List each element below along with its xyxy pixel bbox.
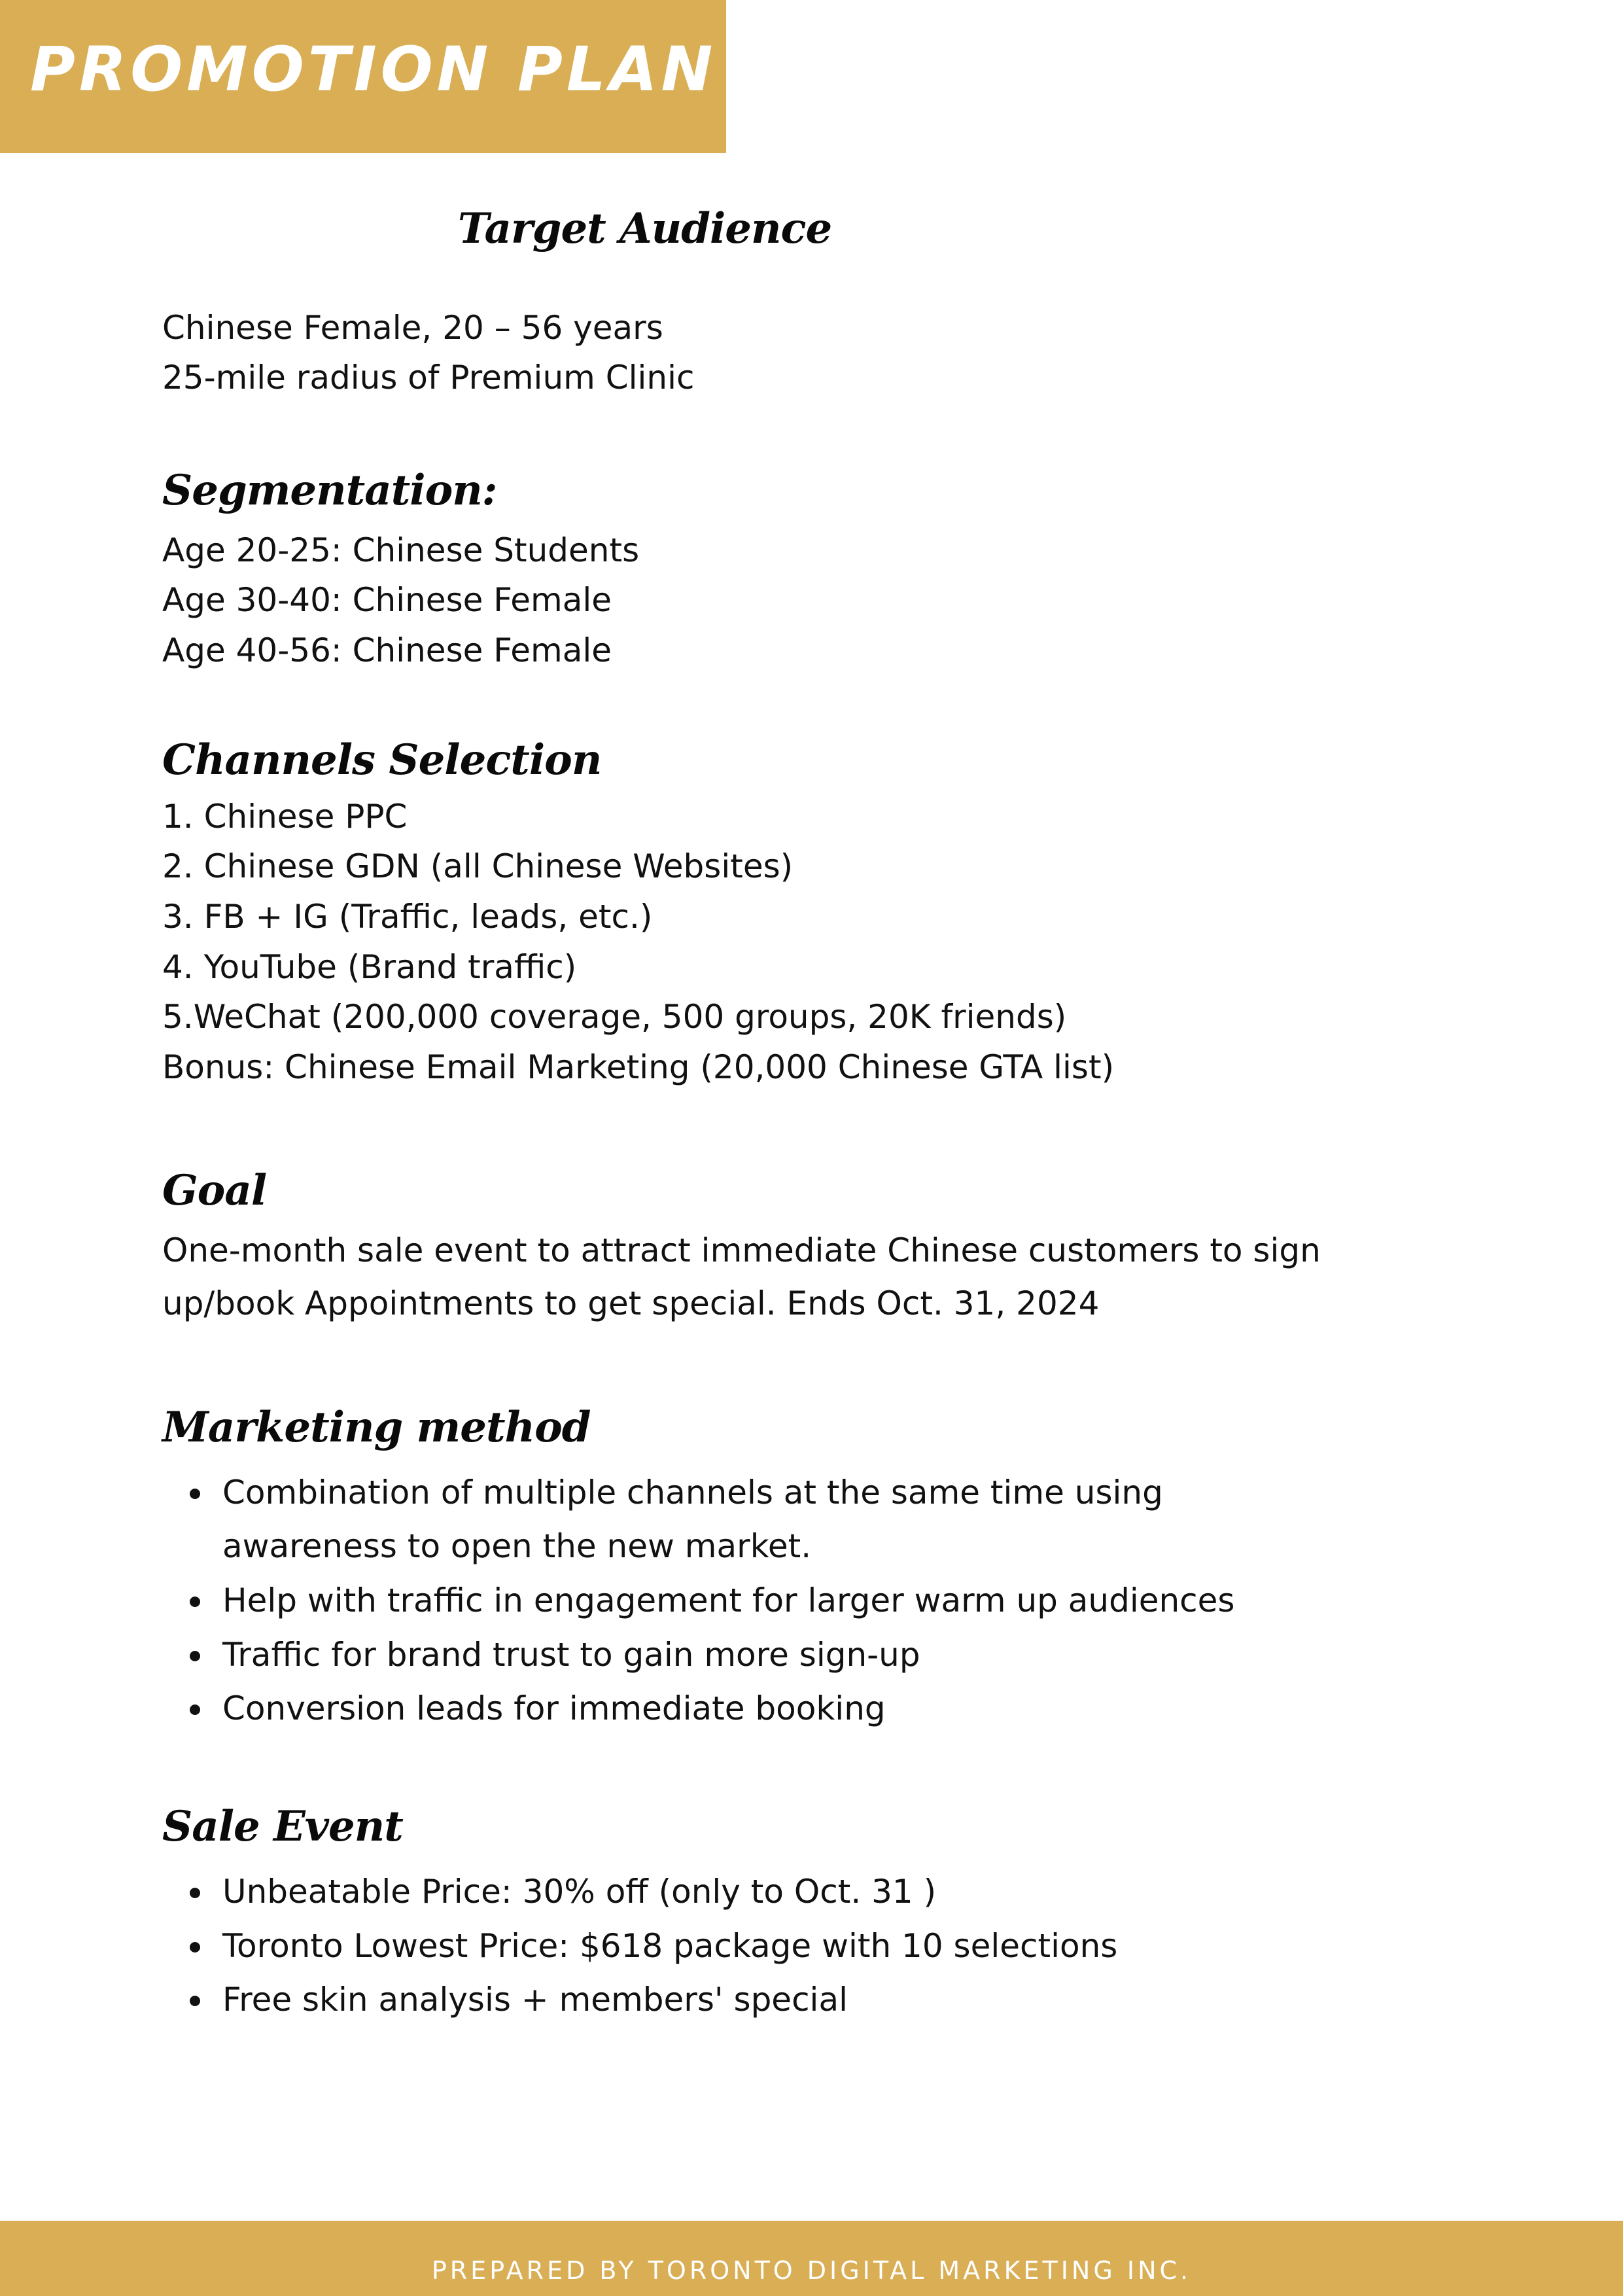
marketing-method-item: Combination of multiple channels at the same time using (222, 1474, 1163, 1511)
bullet-dot (190, 1888, 200, 1898)
sale-event-item: Unbeatable Price: 30% off (only to Oct. 31 ) (222, 1873, 937, 1911)
channel-item: 4. YouTube (Brand traffic) (162, 948, 577, 986)
sale-event-heading: Sale Event (162, 1802, 403, 1851)
bullet-dot (190, 1651, 200, 1661)
bullet-dot (190, 1942, 200, 1952)
target-audience-line: Chinese Female, 20 – 56 years (162, 309, 663, 347)
segmentation-line: Age 40-56: Chinese Female (162, 631, 612, 669)
goal-text-line: One-month sale event to attract immediate Chinese customers to sign (162, 1231, 1321, 1269)
segmentation-heading: Segmentation: (162, 466, 497, 515)
channels-heading: Channels Selection (162, 735, 602, 785)
channel-item: 5.WeChat (200,000 coverage, 500 groups, 20K friends) (162, 998, 1067, 1036)
channel-item: Bonus: Chinese Email Marketing (20,000 Chinese GTA list) (162, 1048, 1115, 1086)
target-audience-heading: Target Audience (458, 204, 832, 253)
goal-heading: Goal (162, 1166, 267, 1215)
marketing-method-item: Traffic for brand trust to gain more sign-up (222, 1636, 920, 1674)
sale-event-item: Toronto Lowest Price: $618 package with 10 selections (222, 1927, 1118, 1965)
bullet-dot (190, 1704, 200, 1715)
segmentation-line: Age 20-25: Chinese Students (162, 531, 640, 569)
marketing-method-heading: Marketing method (162, 1403, 591, 1452)
bullet-dot (190, 1996, 200, 2006)
channel-item: 1. Chinese PPC (162, 798, 408, 836)
segmentation-line: Age 30-40: Chinese Female (162, 581, 612, 619)
marketing-method-item-continued: awareness to open the new market. (222, 1527, 812, 1565)
bullet-dot (190, 1597, 200, 1607)
channel-item: 2. Chinese GDN (all Chinese Websites) (162, 847, 794, 885)
sale-event-item: Free skin analysis + members' special (222, 1981, 848, 2019)
target-audience-line: 25-mile radius of Premium Clinic (162, 359, 695, 397)
bullet-dot (190, 1489, 200, 1499)
goal-text-line: up/book Appointments to get special. Ends Oct. 31, 2024 (162, 1284, 1100, 1322)
marketing-method-item: Conversion leads for immediate booking (222, 1689, 886, 1727)
page-title: PROMOTION PLAN (30, 34, 717, 105)
channel-item: 3. FB + IG (Traffic, leads, etc.) (162, 898, 653, 936)
footer-text: PREPARED BY TORONTO DIGITAL MARKETING INC. (431, 2256, 1192, 2285)
marketing-method-item: Help with traffic in engagement for larger warm up audiences (222, 1581, 1235, 1619)
